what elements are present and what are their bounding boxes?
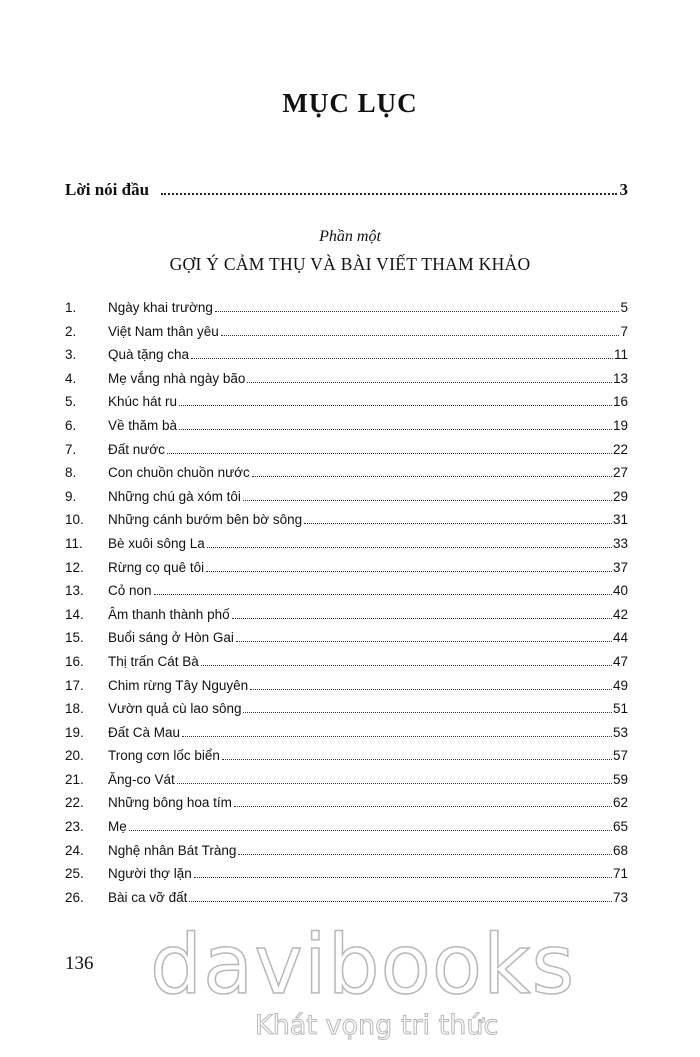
toc-entry-number: 19. <box>65 724 84 740</box>
toc-entry-title: Đất Cà Mau <box>108 724 181 740</box>
dot-leader <box>236 641 612 642</box>
dot-leader <box>206 571 612 572</box>
toc-entry-number: 12. <box>65 559 84 575</box>
toc-entry-page: 33 <box>612 535 628 551</box>
toc-entry-page: 53 <box>612 724 628 740</box>
toc-entry-page: 19 <box>612 417 628 433</box>
dot-leader <box>243 712 611 713</box>
toc-entry-number: 13. <box>65 583 84 599</box>
dot-leader <box>161 193 616 195</box>
dot-leader <box>207 547 612 548</box>
dot-leader <box>215 311 620 312</box>
dot-leader <box>154 594 612 595</box>
toc-entry-page: 68 <box>612 842 628 858</box>
dot-leader <box>247 382 612 383</box>
dot-leader <box>304 523 612 524</box>
dot-leader <box>250 689 612 690</box>
part-title: GỢI Ý CẢM THỤ VÀ BÀI VIẾT THAM KHẢO <box>169 254 531 274</box>
toc-entry-number: 1. <box>65 300 77 315</box>
page-title: MỤC LỤC <box>282 88 418 118</box>
toc-entry-title: Con chuồn chuồn nước <box>108 465 250 481</box>
dot-leader <box>177 783 612 784</box>
toc-entry-page: 40 <box>612 583 628 599</box>
toc-entry-page: 57 <box>612 748 628 764</box>
dot-leader <box>222 759 612 760</box>
toc-entry-number: 20. <box>65 748 84 764</box>
toc-entry[interactable] <box>65 465 628 489</box>
dot-leader <box>201 665 612 666</box>
toc-entry[interactable] <box>65 300 628 324</box>
toc-entry-number: 23. <box>65 819 84 835</box>
toc-entry-number: 16. <box>65 653 84 669</box>
toc-entry-number: 8. <box>65 465 77 481</box>
toc-entry-number: 2. <box>65 323 77 339</box>
toc-entry-page: 51 <box>612 701 628 717</box>
dot-leader <box>234 806 612 807</box>
toc-entry[interactable] <box>65 324 628 348</box>
toc-entry-page: 62 <box>612 795 628 811</box>
toc-entry[interactable] <box>65 418 628 442</box>
toc-entry-number: 26. <box>65 889 84 905</box>
toc-entry[interactable] <box>65 560 628 584</box>
toc-entry-title: Người thợ lặn <box>108 866 192 882</box>
dot-leader <box>191 358 613 359</box>
toc-entry[interactable] <box>65 701 628 725</box>
dot-leader <box>182 736 612 737</box>
toc-entry[interactable] <box>65 394 628 418</box>
toc-entry[interactable] <box>65 725 628 749</box>
toc-entry-title: Ăng-co Vát <box>108 771 175 787</box>
toc-entry-title: Việt Nam thân yêu <box>108 323 219 339</box>
toc-entry-number: 4. <box>65 370 77 386</box>
toc-entry-page: 49 <box>612 677 628 693</box>
toc-entry-number: 7. <box>65 441 77 457</box>
toc-entry[interactable] <box>65 442 628 466</box>
toc-entry-title: Buổi sáng ở Hòn Gai <box>108 630 234 646</box>
watermark-brand: davibooks <box>150 918 576 1013</box>
dot-leader <box>189 901 612 902</box>
toc-list <box>65 300 628 913</box>
dot-leader <box>129 830 612 831</box>
toc-entry-page: 42 <box>612 606 628 622</box>
toc-entry[interactable] <box>65 489 628 513</box>
toc-entry-page: 5 <box>620 300 628 315</box>
toc-entry-number: 9. <box>65 488 77 504</box>
toc-entry-number: 3. <box>65 347 77 363</box>
toc-entry-number: 17. <box>65 677 84 693</box>
toc-entry[interactable] <box>65 583 628 607</box>
toc-entry[interactable] <box>65 843 628 867</box>
toc-entry-number: 25. <box>65 866 84 882</box>
toc-entry-title: Nghệ nhân Bát Tràng <box>108 842 237 858</box>
toc-entry-number: 18. <box>65 701 84 717</box>
toc-entry-title: Ngày khai trường <box>108 300 213 315</box>
page-number: 136 <box>65 953 94 974</box>
toc-entry[interactable] <box>65 748 628 772</box>
toc-entry-number: 5. <box>65 394 77 410</box>
toc-entry[interactable] <box>65 819 628 843</box>
toc-entry-page: 7 <box>620 323 628 339</box>
preface-page: 3 <box>619 180 628 199</box>
toc-entry-number: 10. <box>65 512 84 528</box>
toc-entry-page: 27 <box>612 465 628 481</box>
toc-entry[interactable] <box>65 630 628 654</box>
preface-entry[interactable] <box>65 180 628 200</box>
toc-entry-page: 71 <box>612 866 628 882</box>
toc-entry-page: 29 <box>612 488 628 504</box>
toc-entry[interactable] <box>65 347 628 371</box>
toc-entry-number: 22. <box>65 795 84 811</box>
toc-entry-title: Bè xuôi sông La <box>108 535 205 551</box>
toc-entry[interactable] <box>65 536 628 560</box>
toc-entry-title: Những bông hoa tím <box>108 795 232 811</box>
toc-entry-title: Đất nước <box>108 441 165 457</box>
toc-entry-number: 15. <box>65 630 84 646</box>
toc-entry-page: 13 <box>612 370 628 386</box>
toc-entry-title: Những cánh bướm bên bờ sông <box>108 512 303 528</box>
dot-leader <box>194 877 612 878</box>
toc-entry-title: Những chú gà xóm tôi <box>108 488 241 504</box>
toc-entry[interactable] <box>65 654 628 678</box>
toc-entry[interactable] <box>65 890 628 914</box>
toc-entry-title: Vườn quả cù lao sông <box>108 701 242 717</box>
part-label: Phần một <box>319 228 381 245</box>
toc-entry-page: 11 <box>613 347 628 363</box>
toc-entry-title: Mẹ vắng nhà ngày bão <box>108 370 246 386</box>
dot-leader <box>238 854 612 855</box>
toc-entry-number: 21. <box>65 771 84 787</box>
toc-entry-title: Âm thanh thành phố <box>108 606 230 622</box>
toc-entry[interactable] <box>65 678 628 702</box>
toc-entry-number: 6. <box>65 417 77 433</box>
toc-entry[interactable] <box>65 772 628 796</box>
dot-leader <box>179 429 612 430</box>
toc-entry-page: 73 <box>612 889 628 905</box>
toc-entry-title: Mẹ <box>108 819 127 835</box>
toc-entry[interactable] <box>65 371 628 395</box>
toc-entry-title: Chim rừng Tây Nguyên <box>108 677 249 693</box>
toc-entry-page: 65 <box>612 819 628 835</box>
toc-entry-page: 47 <box>612 653 628 669</box>
toc-entry-number: 14. <box>65 606 84 622</box>
dot-leader <box>232 618 612 619</box>
toc-entry-title: Trong cơn lốc biển <box>108 748 220 764</box>
watermark-tagline: Khát vọng tri thức <box>255 1010 499 1041</box>
toc-entry-page: 44 <box>612 630 628 646</box>
toc-entry-page: 31 <box>612 512 628 528</box>
toc-entry-number: 24. <box>65 842 84 858</box>
toc-entry-title: Bài ca vỡ đất <box>108 889 188 905</box>
toc-entry-title: Về thăm bà <box>108 417 178 433</box>
toc-entry-page: 22 <box>612 441 628 457</box>
toc-entry-title: Cỏ non <box>108 583 152 599</box>
toc-entry-title: Quà tặng cha <box>108 347 190 363</box>
dot-leader <box>243 500 612 501</box>
toc-entry[interactable] <box>65 866 628 890</box>
toc-entry-page: 59 <box>612 771 628 787</box>
toc-entry[interactable] <box>65 607 628 631</box>
toc-entry-title: Thị trấn Cát Bà <box>108 653 199 669</box>
toc-entry-page: 37 <box>612 559 628 575</box>
toc-entry-number: 11. <box>65 535 83 551</box>
dot-leader <box>252 476 612 477</box>
toc-entry-title: Khúc hát ru <box>108 394 178 410</box>
preface-title: Lời nói đầu <box>65 180 150 199</box>
toc-entry[interactable] <box>65 512 628 536</box>
dot-leader <box>167 453 612 454</box>
dot-leader <box>221 335 620 336</box>
toc-entry-title: Rừng cọ quê tôi <box>108 559 205 575</box>
dot-leader <box>179 405 612 406</box>
toc-entry[interactable] <box>65 795 628 819</box>
toc-entry-page: 16 <box>612 394 628 410</box>
